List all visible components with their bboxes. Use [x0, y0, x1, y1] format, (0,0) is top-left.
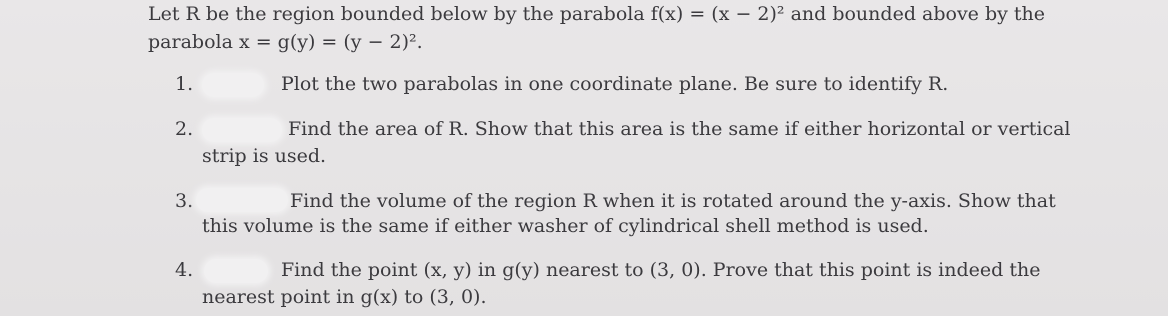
redaction-blur: [202, 118, 282, 142]
redaction-blur: [204, 259, 268, 283]
item-1-text: Plot the two parabolas in one coordinate plane. Be sure to identify R.: [281, 73, 949, 95]
item-3-text-2: this volume is the same if either washer of cylindrical shell method is used.: [202, 215, 929, 237]
item-4-text-2: nearest point in g(x) to (3, 0).: [202, 286, 487, 308]
item-1-number: 1.: [175, 73, 194, 95]
redaction-blur: [202, 73, 264, 97]
item-2-text-2: strip is used.: [202, 145, 327, 167]
intro-line-2: parabola x = g(y) = (y − 2)².: [148, 31, 423, 53]
intro-line-1: Let R be the region bounded below by the parabola f(x) = (x − 2)² and bounded above by the: [148, 3, 1046, 25]
item-3-text-1: Find the volume of the region R when it is rotated around the y-axis. Show that: [290, 190, 1056, 212]
item-4-text-1: Find the point (x, y) in g(y) nearest to (3, 0). Prove that this point is indeed the: [281, 259, 1041, 281]
redaction-blur: [196, 188, 288, 212]
item-3-number: 3.: [175, 190, 194, 212]
item-2-text-1: Find the area of R. Show that this area is the same if either horizontal or vertical: [288, 118, 1071, 140]
item-4-number: 4.: [175, 259, 194, 281]
item-2-number: 2.: [175, 118, 194, 140]
